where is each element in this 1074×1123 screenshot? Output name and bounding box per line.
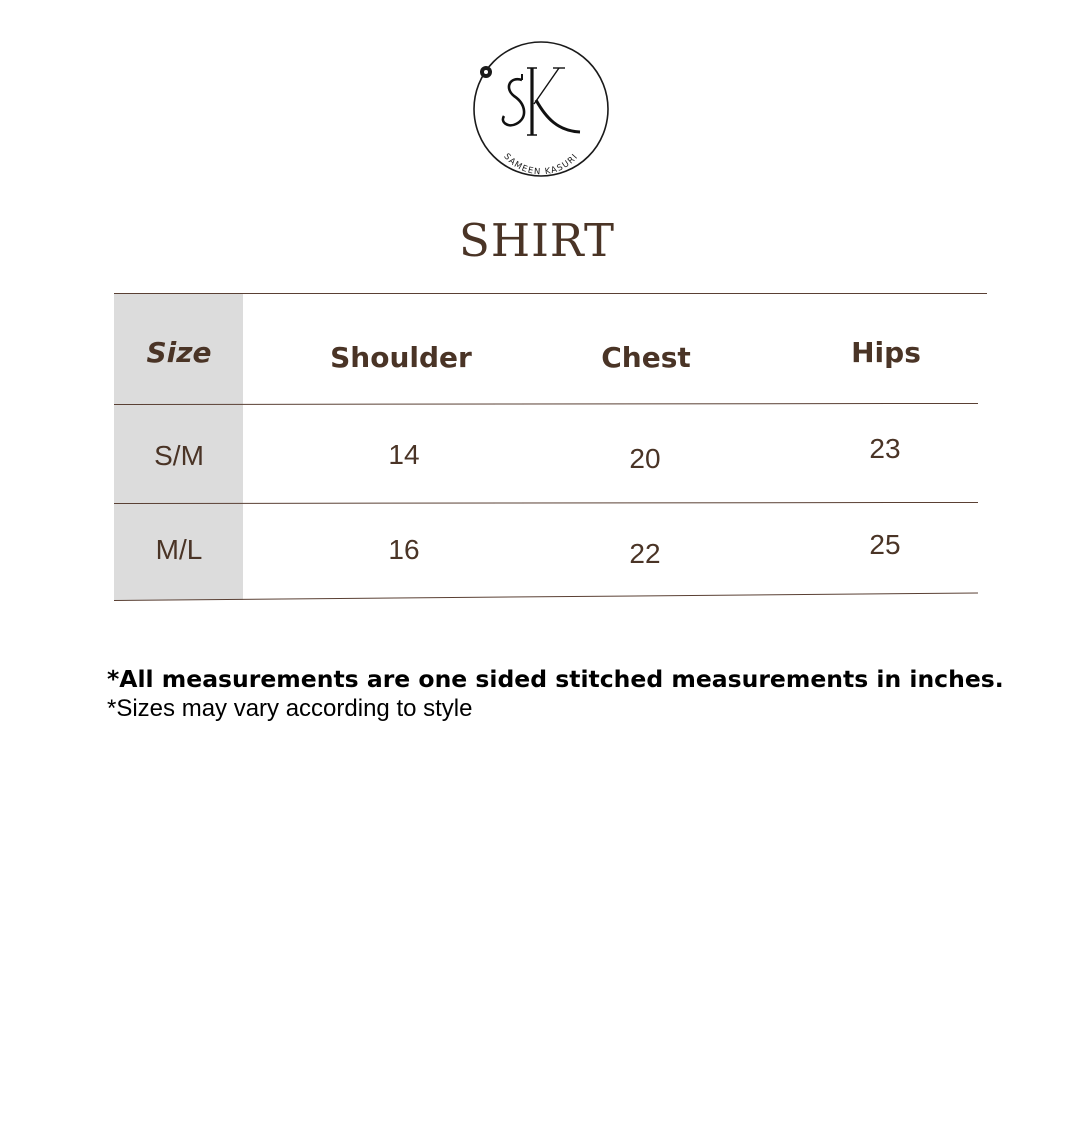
table-top-rule [114, 293, 987, 294]
measurement-note-primary: *All measurements are one sided stitched measurements in inches. [107, 665, 1004, 693]
table-row-ml-chest: 22 [629, 538, 661, 569]
brand-logo [470, 38, 612, 180]
row-divider-rule [114, 502, 978, 504]
table-row-ml-shoulder: 16 [388, 534, 420, 565]
table-row-sm-chest: 20 [629, 443, 661, 474]
table-row-sm-shoulder: 14 [388, 439, 420, 470]
table-row-ml-size: M/L [155, 534, 203, 565]
table-row-sm-hips: 23 [869, 433, 901, 464]
measurement-notes [107, 664, 1004, 724]
table-row-ml-hips: 25 [869, 529, 901, 560]
table-row-sm-size: S/M [154, 440, 204, 471]
measurement-note-secondary: *Sizes may vary according to style [107, 695, 473, 722]
header-hips: Hips [851, 336, 921, 369]
brand-name-text: SAMEEN KASURI [501, 151, 581, 178]
header-shoulder: Shoulder [330, 341, 472, 374]
header-divider-rule [114, 403, 978, 405]
header-size: Size [146, 336, 212, 369]
page-title: SHIRT [459, 214, 615, 267]
size-chart-table [114, 293, 987, 603]
table-bottom-rule [114, 592, 978, 601]
header-chest: Chest [601, 341, 691, 374]
